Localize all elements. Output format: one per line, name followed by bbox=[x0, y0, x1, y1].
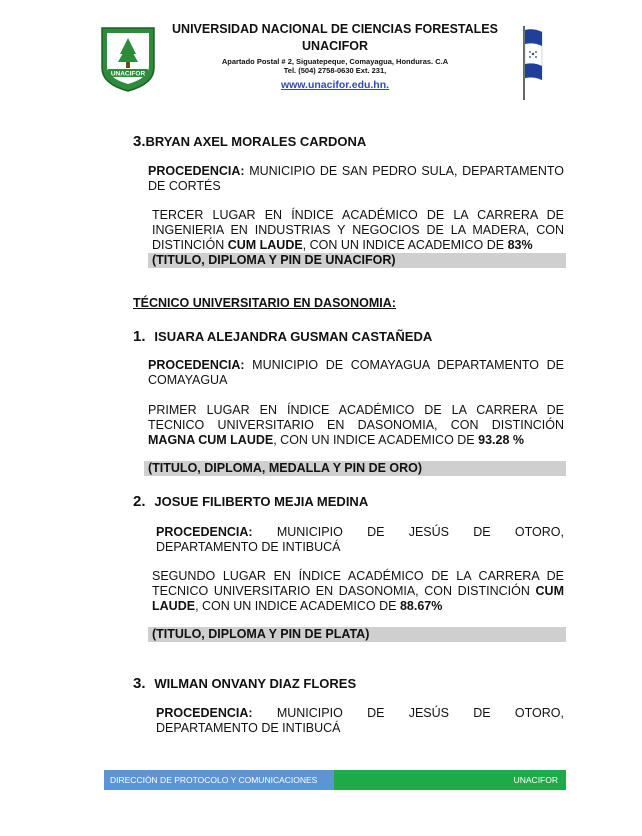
award-highlight: (TITULO, DIPLOMA, MEDALLA Y PIN DE ORO) bbox=[144, 461, 566, 476]
entry-origin bbox=[148, 164, 564, 194]
entry-number: 1. bbox=[133, 328, 146, 345]
academic-score: 93.28 % bbox=[478, 433, 524, 447]
footer-department: DIRECCIÓN DE PROTOCOLO Y COMUNICACIONES bbox=[104, 770, 334, 790]
academic-score: 88.67% bbox=[399, 599, 443, 613]
description-text: PRIMER LUGAR EN ÍNDICE ACADÉMICO DE LA CARRERA DE TECNICO UNIVERSITARIO EN DASONOMIA, CON DISTINCIÓN bbox=[148, 403, 564, 432]
description-text: TERCER LUGAR EN ÍNDICE ACADÉMICO DE LA CARRERA DE INGENIERIA EN INDUSTRIAS Y NEGOCIOS DE LA MADERA, CON DISTINCIÓN bbox=[152, 208, 564, 252]
university-name: UNIVERSIDAD NACIONAL DE CIENCIAS FORESTALES bbox=[172, 22, 498, 36]
website-link[interactable]: www.unacifor.edu.hn. bbox=[280, 79, 390, 91]
entry-name: BRYAN AXEL MORALES CARDONA bbox=[145, 134, 367, 149]
entry-heading bbox=[133, 328, 432, 346]
description-text: , CON UN INDICE ACADEMICO DE bbox=[195, 599, 400, 613]
entry-number: 2. bbox=[133, 493, 146, 510]
origin-value: MUNICIPIO DE JESÚS DE OTORO, DEPARTAMENTO DE INTIBUCÁ bbox=[156, 706, 564, 735]
origin-label: PROCEDENCIA: bbox=[148, 164, 245, 178]
award-highlight: (TITULO, DIPLOMA Y PIN DE UNACIFOR) bbox=[148, 253, 566, 268]
honduras-flag-icon bbox=[520, 26, 546, 100]
entry-heading bbox=[133, 133, 366, 151]
entry-number: 3. bbox=[133, 133, 146, 150]
award-highlight: (TITULO, DIPLOMA Y PIN DE PLATA) bbox=[148, 627, 566, 642]
footer-organization: UNACIFOR bbox=[334, 770, 566, 790]
distinction: MAGNA CUM LAUDE bbox=[148, 433, 274, 447]
logo-text: UNACIFOR bbox=[110, 70, 146, 78]
origin-value: MUNICIPIO DE JESÚS DE OTORO, DEPARTAMENTO DE INTIBUCÁ bbox=[156, 525, 564, 554]
origin-value: MUNICIPIO DE COMAYAGUA DEPARTAMENTO DE COMAYAGUA bbox=[148, 358, 564, 387]
entry-description bbox=[148, 403, 564, 448]
letterhead bbox=[170, 22, 500, 91]
university-acronym: UNACIFOR bbox=[302, 39, 368, 54]
entry-heading bbox=[133, 493, 368, 511]
origin-label: PROCEDENCIA: bbox=[156, 706, 253, 720]
origin-value: MUNICIPIO DE SAN PEDRO SULA, DEPARTAMENTO DE CORTÉS bbox=[148, 164, 564, 193]
postal-address: Apartado Postal # 2, Siguatepeque, Comayagua, Honduras. C.A bbox=[221, 56, 449, 66]
entry-name: ISUARA ALEJANDRA GUSMAN CASTAÑEDA bbox=[154, 329, 433, 344]
entry-number: 3. bbox=[133, 675, 146, 692]
description-text: SEGUNDO LUGAR EN ÍNDICE ACADÉMICO DE LA CARRERA DE TECNICO UNIVERSITARIO EN DASONOMIA, CON DISTINCIÓN bbox=[152, 569, 564, 598]
entry-heading bbox=[133, 675, 356, 693]
distinction: CUM LAUDE bbox=[227, 238, 303, 252]
university-seal-icon bbox=[98, 24, 158, 94]
entry-name: WILMAN ONVANY DIAZ FLORES bbox=[154, 676, 357, 691]
section-title: TÉCNICO UNIVERSITARIO EN DASONOMIA: bbox=[133, 296, 396, 310]
academic-score: 83% bbox=[507, 238, 533, 252]
origin-label: PROCEDENCIA: bbox=[148, 358, 245, 372]
distinction: CUM LAUDE bbox=[152, 584, 564, 613]
entry-origin bbox=[148, 358, 564, 388]
entry-description bbox=[152, 208, 564, 253]
description-text: , CON UN INDICE ACADEMICO DE bbox=[302, 238, 508, 252]
entry-description bbox=[152, 569, 564, 614]
entry-origin bbox=[156, 525, 564, 555]
description-text: , CON UN INDICE ACADEMICO DE bbox=[273, 433, 479, 447]
entry-name: JOSUE FILIBERTO MEJIA MEDINA bbox=[154, 494, 369, 509]
origin-label: PROCEDENCIA: bbox=[156, 525, 253, 539]
phone-number: Tel. (504) 2758-0630 Ext. 231, bbox=[283, 66, 387, 76]
entry-origin bbox=[156, 706, 564, 736]
